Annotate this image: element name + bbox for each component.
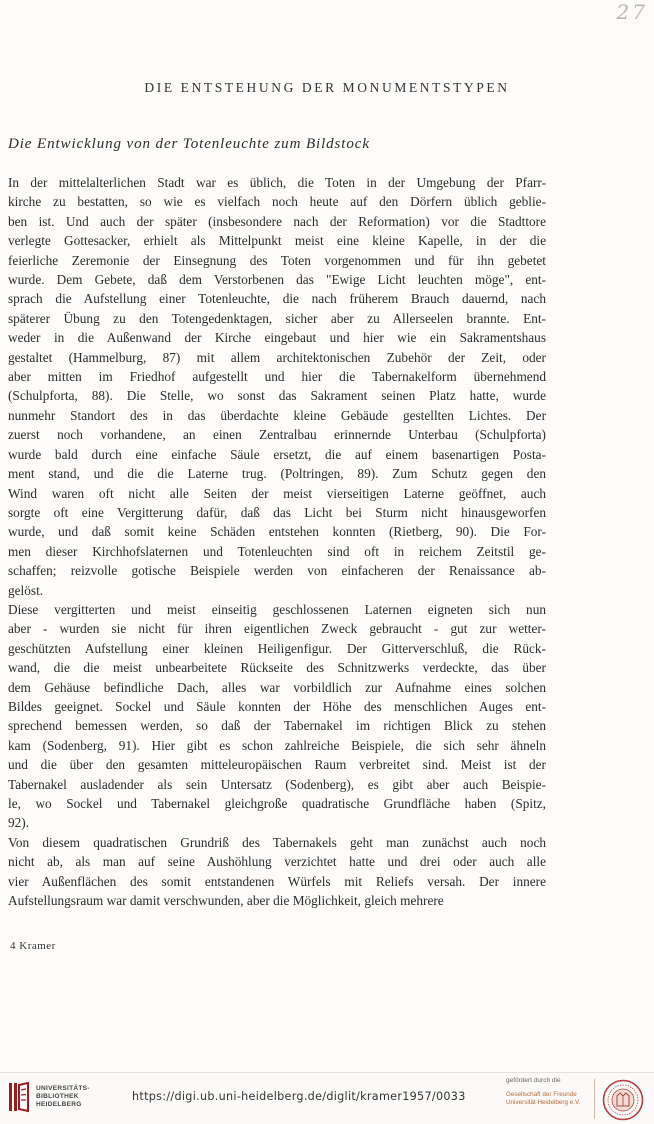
footer-divider xyxy=(594,1079,595,1119)
running-head: DIE ENTSTEHUNG DER MONUMENTSTYPEN xyxy=(144,80,510,95)
text-line: le, wo Sockel und Tabernakel gleichgroße quadratische Grundfläche haben (Spitz, xyxy=(8,796,546,811)
text-line: ment stand, und die die Laterne trug. (Poltringen, 89). Zum Schutz gegen den xyxy=(8,466,546,482)
text-line: Tabernakel ausladender als sein Untersatz (Sodenberg), es gibt aber auch Beispie- xyxy=(8,776,546,792)
text-line: Von diesem quadratischen Grundriß des Tabernakels geht man zunächst auch noch xyxy=(8,834,546,850)
text-line: feierliche Zeremonie der Einsegnung des Toten vorgenommen und für ihn gebetet xyxy=(8,252,546,268)
text-line: In der mittelalterlichen Stadt war es üblich, die Toten in der Umgebung der Pfarr- xyxy=(8,175,546,190)
text-line: kam (Sodenberg, 91). Hier gibt es schon zahlreiche Beispiele, die sich sehr ähneln xyxy=(8,737,546,753)
text-line: men dieser Kirchhofslaternen und Totenleuchten sind oft in reichem Zeitstil ge- xyxy=(8,543,546,559)
text-line: schaffen; reizvolle gotische Beispiele werden von einfacheren der Renaissance ab- xyxy=(8,563,546,579)
text-line: wand, die die meist unbearbeitete Rückseite des Schnitzwerks verdeckte, das über xyxy=(8,660,546,676)
text-line: sprach die Aufstellung einer Totenleuchte, die nach früherem Brauch dauernd, nach xyxy=(8,291,546,307)
text-line: Diese vergitterten und meist einseitig geschlossenen Laternen eigneten sich nun xyxy=(8,601,546,617)
signature-mark: 4 Kramer xyxy=(10,940,56,952)
text-line: wurde bald durch eine einfache Säule ersetzt, die auf einem basenartigen Posta- xyxy=(8,446,546,462)
text-line: nicht ab, als man auf seine Aushöhlung verzichtet hatte und drei oder auch alle xyxy=(8,854,546,870)
text-line: sorgte oft eine Vergitterung dafür, daß das Licht bei Sturm nicht hinausgeworfen xyxy=(8,504,546,520)
text-line: aber mitten im Friedhof aufgestellt und hier die Tabernakelform übernehmend xyxy=(8,369,546,385)
funded-by-label: gefördert durch die xyxy=(506,1077,561,1084)
text-line: Aufstellungsraum war damit verschwunden, aber die Möglichkeit, gleich mehrere xyxy=(8,893,444,909)
text-line: gelöst. xyxy=(8,582,44,598)
page-corner-number: 27 xyxy=(616,0,648,24)
text-line: (Schulpforta, 88). Die Stelle, wo sonst das Sakrament seinen Platz hatte, wurde xyxy=(8,388,546,404)
text-line: sprechend bemessen werden, so daß der Tabernakel im richtigen Blick zu stehen xyxy=(8,718,546,734)
text-line: wurde, und daß somit keine Schäden entstehen konnten (Rietberg, 90). Die For- xyxy=(8,524,546,540)
text-line: weder in die Außenwand der Kirche eingebaut und hier wie ein Sakramentshaus xyxy=(8,330,546,346)
text-line: zuerst noch vorhandene, an einen Zentralbau erinnernde Unterbau (Schulpforta) xyxy=(8,427,546,443)
university-library-logo-icon xyxy=(8,1081,30,1113)
text-line: aber - wurden sie nicht für ihren eigentlichen Zweck gebraucht - gut zur wetter- xyxy=(8,621,546,637)
text-line: vier Außenflächen des somit entstandenen Würfels mit Reliefs versah. Der innere xyxy=(8,873,546,889)
text-line: dem Gehäuse befindliche Dach, alles war vorbildlich zur Aufnahme eines solchen xyxy=(8,679,546,695)
text-line: geschützten Aufstellung einer kleinen Heiligenfigur. Der Gitterverschluß, die Rück- xyxy=(8,640,546,656)
viewer-footer xyxy=(0,1072,654,1124)
text-line: wurde. Dem Gebete, daß dem Verstorbenen das "Ewige Licht leuchten möge", ent- xyxy=(8,272,546,288)
text-line: und die über den gesamten mitteleuropäischen Raum verbreitet sind. Meist ist der xyxy=(8,757,546,773)
text-line: späterer Übung zu den Totengedenktagen, sicher aber zu Allerseelen brannte. Ent- xyxy=(8,310,546,326)
permalink-url[interactable]: https://digi.ub.uni-heidelberg.de/diglit/kramer1957/0033 xyxy=(132,1090,466,1103)
body-text xyxy=(8,173,546,910)
text-line: kirche zu bestatten, so wie es vielfach noch heute auf den Dörfern üblich geblie- xyxy=(8,194,546,210)
text-line: verlegte Gottesacker, erhielt als Mittelpunkt meist eine kleine Kapelle, in der die xyxy=(8,233,546,249)
society-name-line: Universität Heidelberg e.V. xyxy=(506,1099,581,1106)
text-line: Bildes geeignet. Sockel und Säule konnten der Höhe des menschlichen Auges ent- xyxy=(8,698,546,714)
library-name-line: HEIDELBERG xyxy=(36,1101,82,1108)
text-line: ben ist. Und auch der später (insbesondere nach der Reformation) vor die Stadttore xyxy=(8,213,546,229)
society-name xyxy=(506,1091,580,1107)
text-line: 92). xyxy=(8,815,30,831)
university-library-name xyxy=(36,1085,90,1109)
society-name-line: Gesellschaft der Freunde xyxy=(506,1091,577,1098)
library-name-line: BIBLIOTHEK xyxy=(36,1093,79,1100)
library-name-line: UNIVERSITÄTS- xyxy=(36,1085,90,1092)
text-line: gestaltet (Hammelburg, 87) mit allem architektonischen Zubehör der Zeit, oder xyxy=(8,349,546,365)
text-line: Wind waren oft nicht alle Seiten der meist vierseitigen Laterne geöffnet, auch xyxy=(8,485,546,501)
section-title: Die Entwicklung von der Totenleuchte zum Bildstock xyxy=(8,136,370,152)
text-line: nunmehr Standort des in das überdachte kleine Gebäude gestellten Lichtes. Der xyxy=(8,407,546,423)
university-seal-icon xyxy=(602,1079,644,1121)
